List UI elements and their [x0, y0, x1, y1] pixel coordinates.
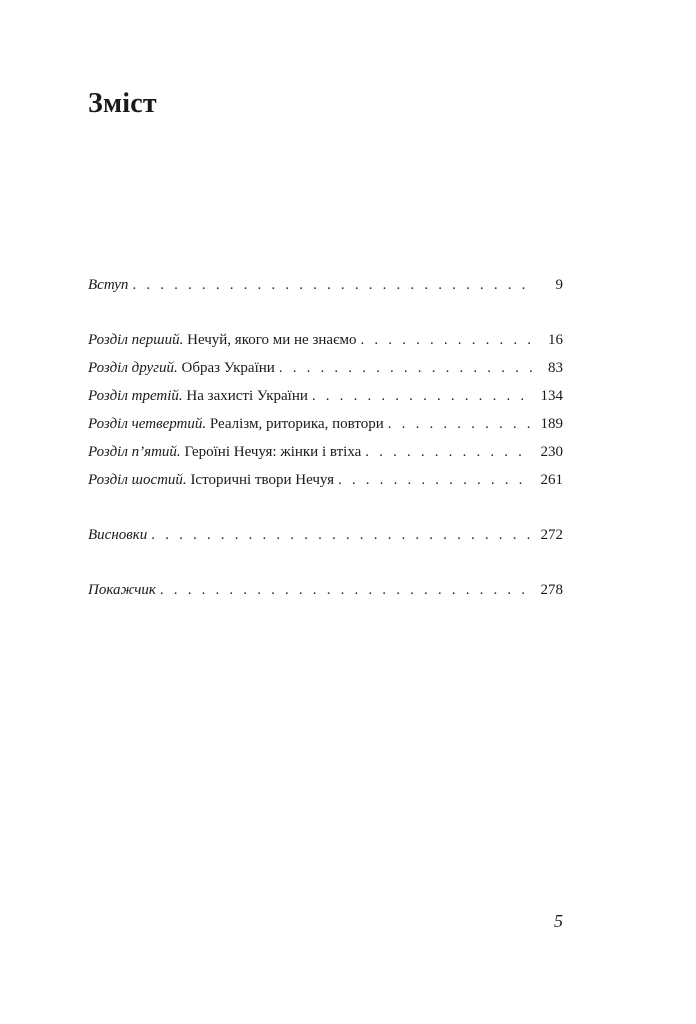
- toc-entry-chapter-6[interactable]: [88, 470, 563, 498]
- toc-entry-chapter-1[interactable]: [88, 330, 563, 358]
- toc-entry-prefix: Покажчик: [88, 582, 156, 598]
- toc-entry-label: [88, 442, 361, 462]
- toc-entry-chapter-4[interactable]: [88, 414, 563, 442]
- toc-page-number: 83: [548, 360, 563, 376]
- toc-entry-prefix: Розділ перший.: [88, 332, 184, 348]
- toc-entry-prefix: Розділ третій.: [88, 388, 183, 404]
- toc-entry-prefix: Розділ другий.: [88, 360, 178, 376]
- dot-leader: [160, 580, 533, 600]
- toc-entry-prefix: Розділ четвертий.: [88, 416, 207, 432]
- toc-page-number: 134: [540, 388, 563, 404]
- toc-entry-title: Героїні Нечуя: жінки і втіха: [184, 444, 362, 460]
- toc-entry-label: [88, 525, 147, 545]
- toc-entry-prefix: Розділ шостий.: [88, 472, 187, 488]
- toc-entry-label: [88, 275, 128, 295]
- toc-entry-index[interactable]: [88, 580, 563, 608]
- toc-entry-title: Образ України: [181, 360, 275, 376]
- toc-entry-label: [88, 470, 334, 490]
- toc-entry-title: На захисті України: [186, 388, 308, 404]
- toc-page-number: 278: [540, 582, 563, 598]
- toc-entry-prefix: Вступ: [88, 277, 129, 293]
- toc-entry-chapter-3[interactable]: [88, 386, 563, 414]
- toc-page-number: 16: [548, 332, 563, 348]
- page-folio-number: 5: [554, 911, 563, 931]
- toc-entry-chapter-5[interactable]: [88, 442, 563, 470]
- dot-leader: [312, 386, 533, 406]
- dot-leader: [365, 442, 532, 462]
- toc-entry-prefix: Розділ п’ятий.: [88, 444, 181, 460]
- toc-entry-label: [88, 414, 384, 434]
- dot-leader: [338, 470, 533, 490]
- dot-leader: [151, 525, 532, 545]
- toc-entry-label: [88, 386, 308, 406]
- toc-entry-label: [88, 330, 357, 350]
- toc-page-number: 261: [540, 472, 563, 488]
- dot-leader: [361, 330, 534, 350]
- toc-entry-chapter-2[interactable]: [88, 358, 563, 386]
- dot-leader: [388, 414, 533, 434]
- toc-entry-title: Реалізм, риторика, повтори: [209, 416, 384, 432]
- toc-entry-label: [88, 358, 275, 378]
- dot-leader: [279, 358, 533, 378]
- table-of-contents: [88, 275, 563, 608]
- toc-entry-conclusions[interactable]: [88, 525, 563, 553]
- toc-page-number: 189: [540, 416, 563, 432]
- toc-page-number: 230: [540, 444, 563, 460]
- toc-entry-title: Історичні твори Нечуя: [190, 472, 334, 488]
- toc-page-number: 9: [555, 277, 563, 293]
- toc-page-number: 272: [540, 527, 563, 543]
- toc-entry-prefix: Висновки: [88, 527, 148, 543]
- page-title: Зміст: [88, 88, 157, 119]
- toc-entry-label: [88, 580, 156, 600]
- toc-entry-intro[interactable]: [88, 275, 563, 303]
- toc-entry-title: Нечуй, якого ми не знаємо: [187, 332, 357, 348]
- dot-leader: [132, 275, 533, 295]
